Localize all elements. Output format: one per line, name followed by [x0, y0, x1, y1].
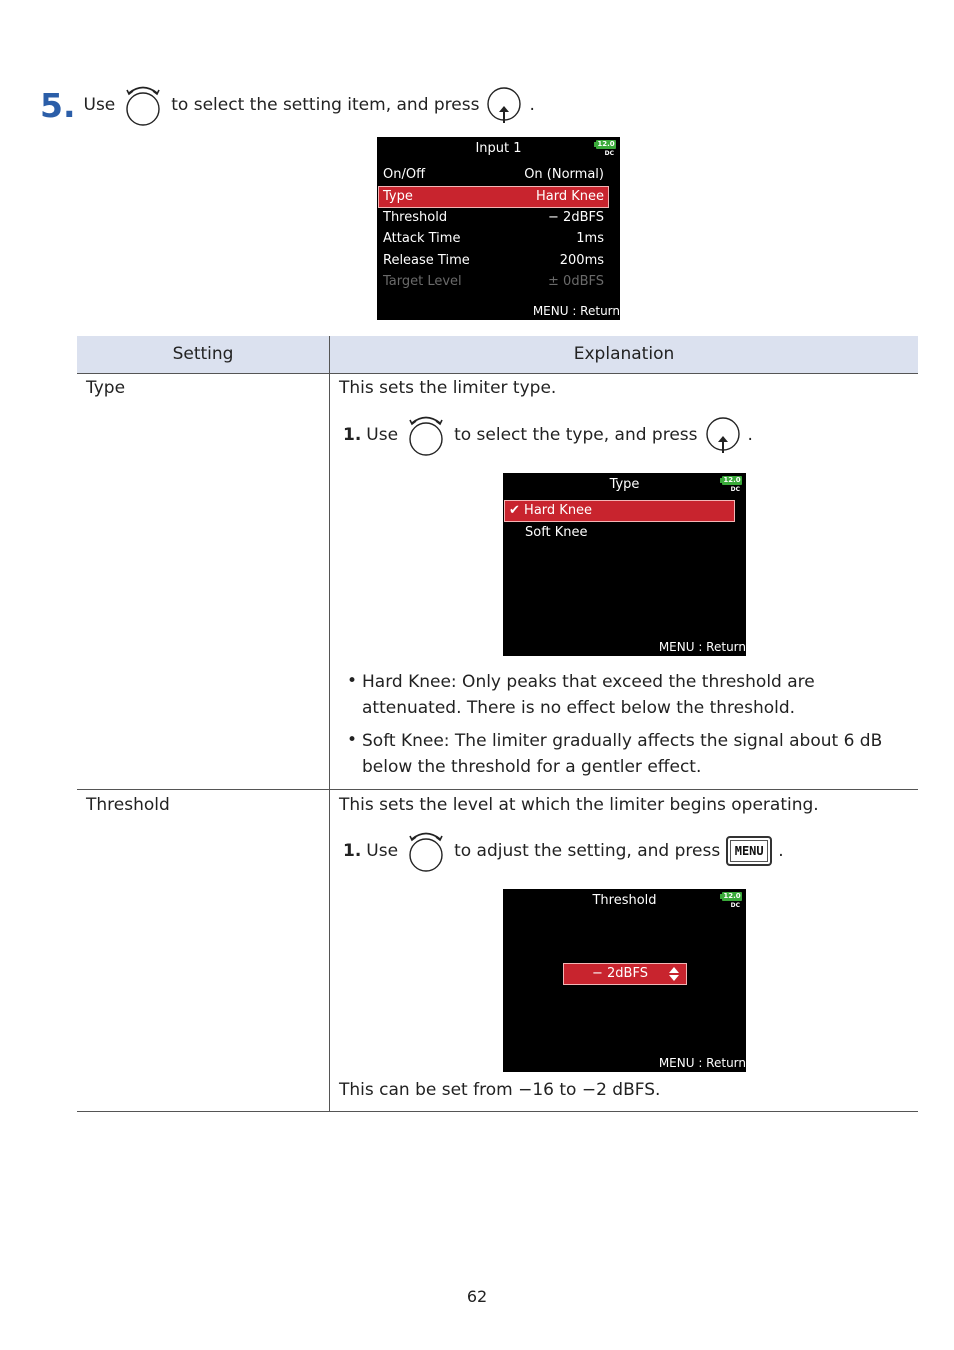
substep-end: . — [778, 841, 784, 861]
rotary-dial-icon — [406, 413, 446, 457]
threshold-range-note: This can be set from −16 to −2 dBFS. — [339, 1080, 661, 1100]
page-number: 62 — [466, 1287, 488, 1306]
type-select-screen — [503, 473, 746, 656]
battery-icon: 12.0 DC — [720, 892, 742, 909]
menu-row-threshold[interactable]: Threshold − 2dBFS — [383, 210, 604, 225]
threshold-value-box[interactable] — [564, 964, 686, 984]
rotary-dial-icon — [406, 829, 446, 873]
screen-title: Threshold — [592, 893, 657, 908]
table-row-divider — [77, 789, 918, 790]
threshold-adjust-screen — [503, 889, 746, 1072]
menu-row-attack-time[interactable]: Attack Time 1ms — [383, 231, 604, 246]
checkmark-icon: ✔ — [509, 503, 520, 518]
screen-footer: MENU : Return — [532, 304, 620, 318]
table-header-border — [77, 373, 918, 374]
bullet-hard-knee: Hard Knee: Only peaks that exceed the threshold are attenuated. There is no effect below the threshold. — [362, 672, 815, 718]
battery-icon: 12.0 DC — [594, 140, 616, 157]
table-header — [77, 336, 918, 373]
substep-use: Use — [366, 425, 399, 445]
substep-end: . — [747, 425, 753, 445]
menu-row-type[interactable]: Type Hard Knee — [379, 187, 608, 207]
substep-number: 1. — [343, 425, 362, 445]
menu-key-icon: MENU — [726, 836, 772, 866]
screen-title: Type — [609, 477, 640, 492]
substep-use: Use — [366, 841, 399, 861]
step-number: 5. — [40, 85, 76, 125]
substep-number: 1. — [343, 841, 362, 861]
option-hard-knee[interactable]: ✔ Hard Knee — [505, 501, 734, 521]
screen-title: Input 1 — [475, 141, 522, 156]
input-menu-screen — [377, 137, 620, 320]
substep-mid: to select the type, and press — [454, 425, 698, 445]
type-intro: This sets the limiter type. — [339, 378, 557, 398]
press-dial-icon — [704, 415, 742, 455]
step-instruction — [40, 80, 535, 130]
table-column-divider — [329, 336, 330, 1112]
substep-mid: to adjust the setting, and press — [454, 841, 721, 861]
screen-footer: MENU : Return — [658, 640, 746, 654]
menu-row-onoff[interactable]: On/Off On (Normal) — [383, 167, 604, 182]
up-down-arrows-icon — [668, 966, 680, 982]
bullet-marker: • — [347, 730, 358, 750]
battery-icon: 12.0 DC — [720, 476, 742, 493]
menu-row-target-level: Target Level ± 0dBFS — [383, 274, 604, 289]
bullet-soft-knee: Soft Knee: The limiter gradually affects the signal about 6 dB below the threshold for a gentler effect. — [362, 731, 883, 777]
step-text-mid: to select the setting item, and press — [171, 95, 480, 115]
threshold-intro: This sets the level at which the limiter begins operating. — [339, 795, 819, 815]
type-substep — [343, 413, 753, 457]
step-text-end: . — [529, 95, 535, 115]
bullet-marker: • — [347, 671, 358, 691]
threshold-substep — [343, 829, 784, 873]
step-text-use: Use — [83, 95, 116, 115]
header-setting: Setting — [172, 344, 234, 364]
press-dial-icon — [485, 85, 523, 125]
setting-type: Type — [86, 378, 126, 398]
rotary-dial-icon — [123, 83, 163, 127]
menu-row-release-time[interactable]: Release Time 200ms — [383, 253, 604, 268]
option-soft-knee[interactable]: Soft Knee — [525, 525, 588, 540]
header-explanation: Explanation — [573, 344, 675, 364]
screen-footer: MENU : Return — [658, 1056, 746, 1070]
setting-threshold: Threshold — [86, 795, 170, 815]
table-bottom-border — [77, 1111, 918, 1112]
threshold-value: − 2dBFS — [592, 966, 648, 981]
